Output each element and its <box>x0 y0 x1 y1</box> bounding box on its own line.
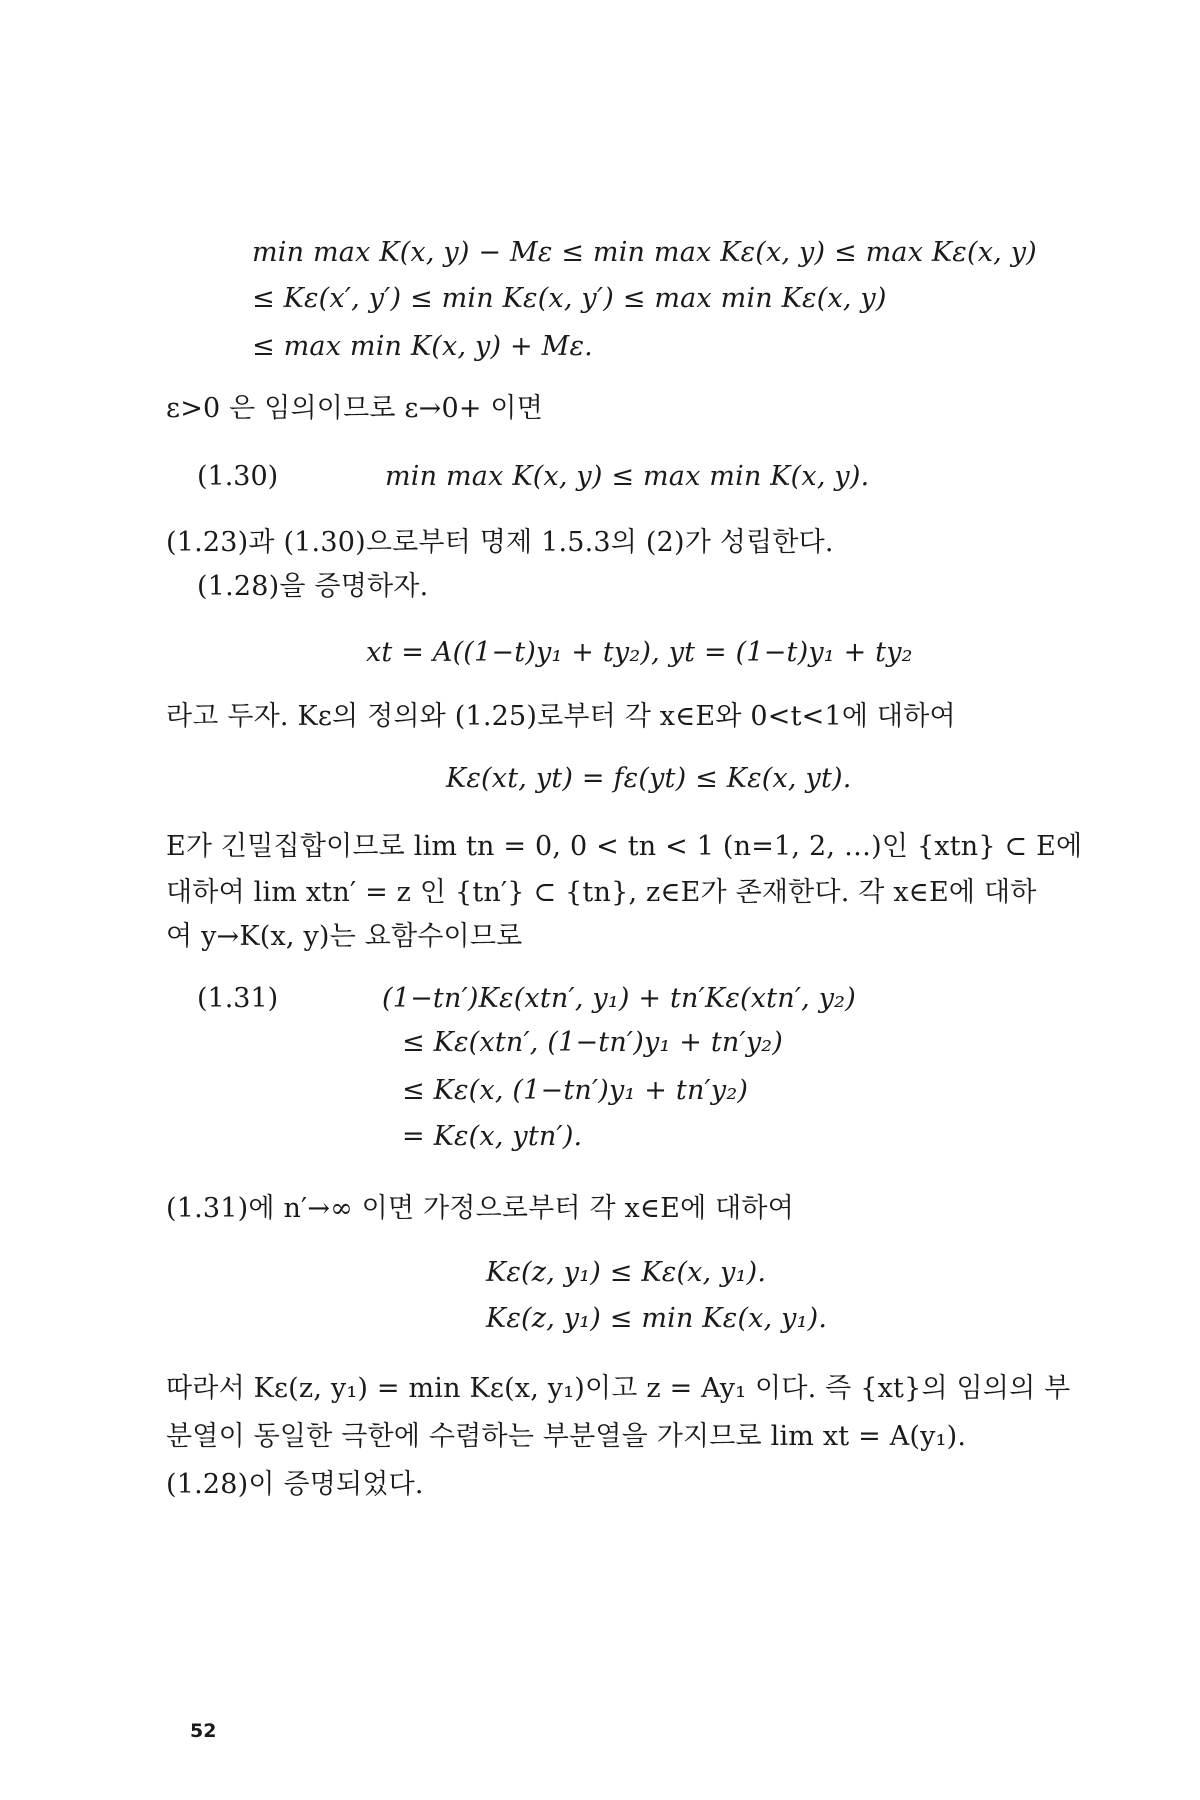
equation-limit-inequality: Kε(z, y₁) ≤ Kε(x, y₁). <box>486 1257 767 1288</box>
equation-1-31-line-4: = Kε(x, ytn′). <box>402 1121 583 1152</box>
equation-tag-1-31: (1.31) <box>197 983 279 1014</box>
page-number: 52 <box>190 1720 217 1742</box>
paragraph-conclusion-line-1: 따라서 Kε(z, y₁) = min Kε(x, y₁)이고 z = Ay₁ 이다. 즉 {xt}의 임의의 부 <box>166 1373 1071 1404</box>
paragraph-proposition-holds: (1.23)과 (1.30)으로부터 명제 1.5.3의 (2)가 성립한다. <box>166 527 834 558</box>
paragraph-compact-set-line-2: 대하여 lim xtn′ = z 인 {tn′} ⊂ {tn}, z∈E가 존재한다. 각 x∈E에 대하 <box>166 877 1037 908</box>
paragraph-limit-n-prime: (1.31)에 n′→∞ 이면 가정으로부터 각 x∈E에 대하여 <box>166 1193 794 1224</box>
equation-k-epsilon-inequality: Kε(xt, yt) = fε(yt) ≤ Kε(x, yt). <box>446 763 852 794</box>
inequality-chain-line-3: ≤ max min K(x, y) + Mε. <box>252 331 593 362</box>
equation-1-31-line-2: ≤ Kε(xtn′, (1−tn′)y₁ + tn′y₂) <box>402 1027 784 1058</box>
paragraph-compact-set-line-3: 여 y→K(x, y)는 요함수이므로 <box>166 921 523 952</box>
paragraph-conclusion-line-3: (1.28)이 증명되었다. <box>166 1469 424 1500</box>
inequality-chain-line-2: ≤ Kε(x′, y′) ≤ min Kε(x, y′) ≤ max min Kε(x, y) <box>252 283 887 314</box>
inequality-chain-line-1: min max K(x, y) − Mε ≤ min max Kε(x, y) ≤ max Kε(x, y) <box>252 237 1037 268</box>
paragraph-definition-k-epsilon: 라고 두자. Kε의 정의와 (1.25)로부터 각 x∈E와 0<t<1에 대하여 <box>166 701 956 732</box>
equation-1-30: min max K(x, y) ≤ max min K(x, y). <box>385 461 870 492</box>
paragraph-epsilon-limit: ε>0 은 임의이므로 ε→0+ 이면 <box>166 393 543 424</box>
equation-definition-xt-yt: xt = A((1−t)y₁ + ty₂), yt = (1−t)y₁ + ty₂ <box>366 637 913 668</box>
equation-limit-min: Kε(z, y₁) ≤ min Kε(x, y₁). <box>486 1303 828 1334</box>
paragraph-compact-set-line-1: E가 긴밀집합이므로 lim tn = 0, 0 < tn < 1 (n=1, 2, …)인 {xtn} ⊂ E에 <box>166 831 1083 862</box>
equation-1-31-line-1: (1−tn′)Kε(xtn′, y₁) + tn′Kε(xtn′, y₂) <box>382 983 856 1014</box>
paragraph-prove-1-28: (1.28)을 증명하자. <box>197 571 429 602</box>
paragraph-conclusion-line-2: 분열이 동일한 극한에 수렴하는 부분열을 가지므로 lim xt = A(y₁). <box>166 1421 967 1452</box>
equation-1-31-line-3: ≤ Kε(x, (1−tn′)y₁ + tn′y₂) <box>402 1075 749 1106</box>
equation-tag-1-30: (1.30) <box>197 461 279 492</box>
